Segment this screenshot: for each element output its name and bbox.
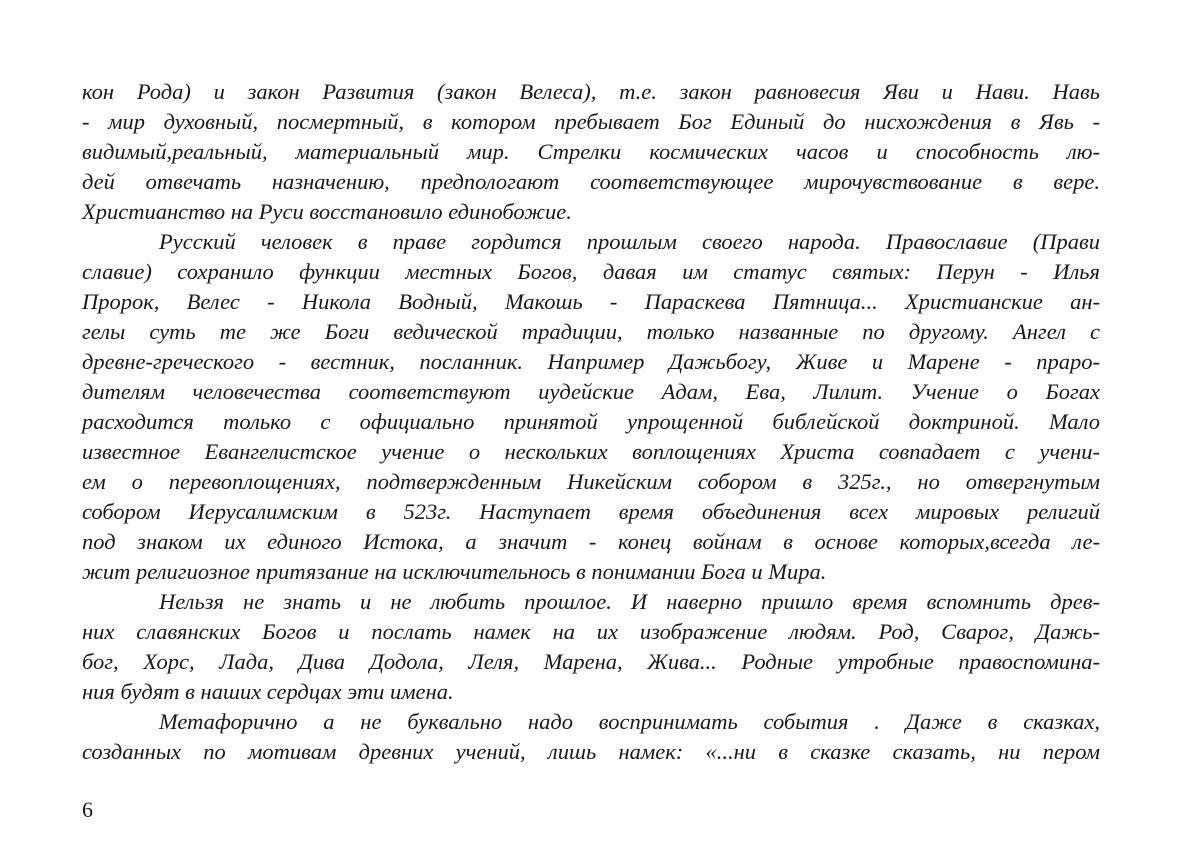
text-line: бог, Хорс, Лада, Дива Додола, Леля, Марена, Жива... Родные утробные правоспомина- [82, 649, 1100, 674]
paragraph-first-line: Нельзя не знать и не любить прошлое. И наверно пришло время вспомнить древ- [159, 589, 1100, 614]
paragraph-first-line: Метафорично а не буквально надо воспринимать события . Даже в сказках, [159, 709, 1100, 734]
text-line: под знаком их единого Истока, а значит - конец войнам в основе которых,всегда ле- [82, 529, 1100, 554]
text-line: них славянских Богов и послать намек на их изображение людям. Род, Сварог, Дажь- [82, 619, 1100, 644]
text-line: древне-греческого - вестник, посланник. Например Дажьбогу, Живе и Марене - праро- [82, 349, 1100, 374]
text-line: ния будят в наших сердцах эти имена. [82, 679, 454, 704]
text-line: гелы суть те же Боги ведической традиции, только названные по другому. Ангел с [82, 319, 1100, 344]
page-number: 6 [82, 797, 93, 822]
text-line: жит религиозное притязание на исключительнось в понимании Бога и Мира. [82, 559, 827, 584]
text-line: расходится только с официально принятой упрощенной библейской доктриной. Мало [82, 409, 1100, 434]
text-line: дителям человечества соответствуют иудейские Адам, Ева, Лилит. Учение о Богах [82, 379, 1100, 404]
text-line: Христианство на Руси восстановило единобожие. [82, 199, 572, 224]
text-line: Пророк, Велес - Никола Водный, Макошь - Параскева Пятница... Христианские ан- [82, 289, 1100, 314]
text-line: видимый,реальный, материальный мир. Стрелки космических часов и способность лю- [82, 139, 1100, 164]
text-line: собором Иерусалимским в 523г. Наступает время объединения всех мировых религий [82, 499, 1100, 524]
text-line: славие) сохранило функции местных Богов, давая им статус святых: Перун - Илья [82, 259, 1100, 284]
text-line: ем о перевоплощениях, подтвержденным Никейским собором в 325г., но отвергнутым [82, 469, 1100, 494]
text-line: дей отвечать назначению, предпологают соответствующее мирочувствование в вере. [82, 169, 1100, 194]
text-line: известное Евангелистское учение о нескольких воплощениях Христа совпадает с учени- [82, 439, 1100, 464]
text-line: кон Рода) и закон Развития (закон Велеса), т.е. закон равновесия Яви и Нави. Навь [82, 79, 1100, 104]
paragraph-first-line: Русский человек в праве гордится прошлым своего народа. Православие (Прави [159, 229, 1100, 254]
text-line: - мир духовный, посмертный, в котором пребывает Бог Единый до нисхождения в Явь - [82, 109, 1100, 134]
body-text [82, 77, 1100, 767]
text-line: созданных по мотивам древних учений, лишь намек: «...ни в сказке сказать, ни пером [82, 739, 1100, 764]
